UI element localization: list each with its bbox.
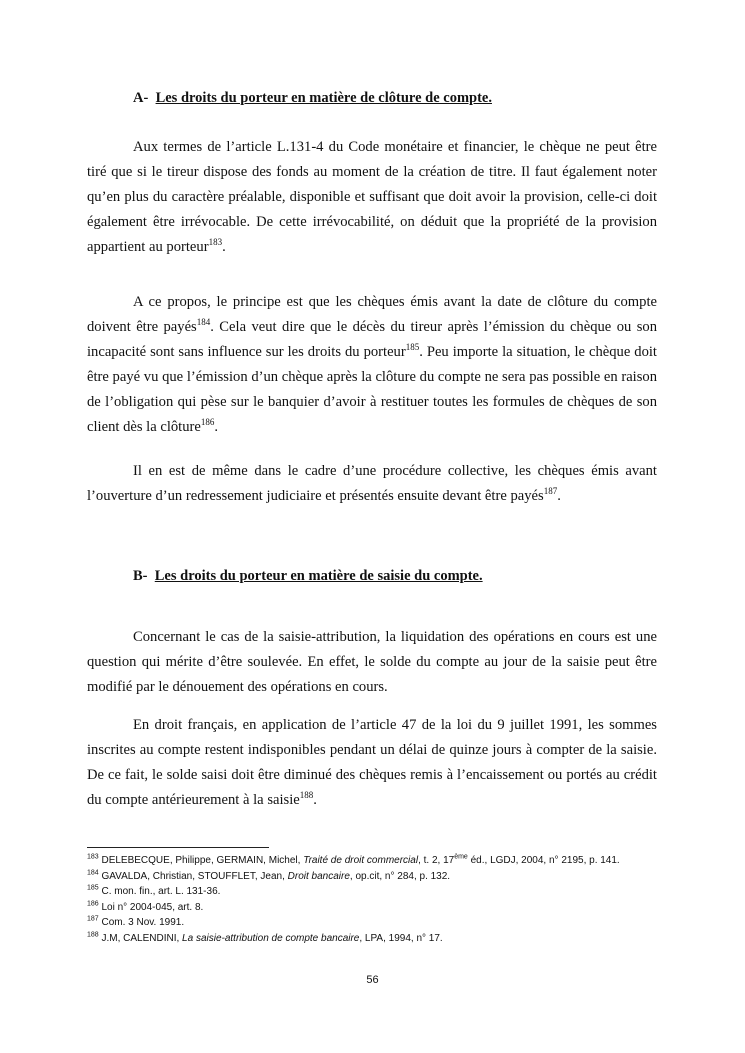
footnote-ref[interactable]: 185 [405,342,420,353]
paragraph: En droit français, en application de l’article 47 de la loi du 9 juillet 1991, les sommes inscrites au compte restent indisponibles pendant un délai de quinze jours à compter de la saisie. De ce fait, le solde saisi doit être diminué des chèques remis à l’encaissement ou portés au crédit du compte antérieurement à la saisie$^{188}$. [87,717,657,808]
footnote-ref[interactable]: 188 [299,790,314,801]
section-b-title: Les droits du porteur en matière de saisie du compte. [154,568,483,584]
paragraph: A ce propos, le principe est que les chèques émis avant la date de clôture du compte doivent être payés$^{184}$. Cela veut dire que le décès du tireur après l’émission du chèque ou son incapacité sont sans influence sur les droits du porteur$^{185}$. Peu importe la situation, le chèque doit être payé vu que l’émission d’un chèque après la clôture du compte ne sera pas possible en raison de l’obligation qui pèse sur le banquier d’avoir à restituer toutes les formules de chèques de son client dès la clôture$^{186}$. [87,294,658,435]
paragraph: Il en est de même dans le cadre d’une procédure collective, les chèques émis avant l’ouverture d’un redressement judiciaire et présentés ensuite devant être payés$^{187}$. [87,463,657,504]
footnote-ref[interactable]: 183 [208,237,223,248]
section-a-title: Les droits du porteur en matière de clôture de compte. [155,90,492,106]
footnote-185: $^{185}$ C. mon. fin., art. L. 131-36. [87,884,221,897]
footnotes [87,853,662,946]
footnote-187: $^{187}$ Com. 3 Nov. 1991. [87,915,185,928]
footnote-186: $^{186}$ Loi n° 2004-045, art. 8. [87,900,204,913]
section-b-heading [133,568,483,585]
paragraph: Aux termes de l’article L.131-4 du Code monétaire et financier, le chèque ne peut être tiré que si le tireur dispose des fonds au moment de la création de titre. Il faut également noter qu’en plus du caractère préalable, disponible et suffisant que doit avoir la provision, celle-ci doit également être irrévocable. De cette irrévocabilité, on déduit que la propriété de la provision appartient au porteur$^{183}$. [87,139,657,255]
section-b-marker: B- [133,568,148,584]
footnote-183: $^{183}$ DELEBECQUE, Philippe, GERMAIN, Michel, Traité de droit commercial, t. 2, 17ème éd., LGDJ, 2004, n° 2195, p. 141. [87,853,620,866]
footnote-separator [87,847,269,848]
section-a-marker: A- [133,90,149,106]
footnote-184: $^{184}$ GAVALDA, Christian, STOUFFLET, Jean, Droit bancaire, op.cit, n° 284, p. 132. [87,869,451,882]
footnote-ref[interactable]: 186 [200,417,215,428]
paragraph: Concernant le cas de la saisie-attribution, la liquidation des opérations en cours est une question qui mérite d’être soulevée. En effet, le solde du compte au jour de la saisie peut être modifié par le dénouement des opérations en cours. [87,629,657,695]
footnote-ref[interactable]: 187 [543,486,558,497]
footnote-ref[interactable]: 184 [196,317,211,328]
page-number: 56 [366,974,379,986]
footnote-188: $^{188}$ J.M, CALENDINI, La saisie-attribution de compte bancaire, LPA, 1994, n° 17. [87,931,443,944]
section-a-heading [133,90,492,107]
